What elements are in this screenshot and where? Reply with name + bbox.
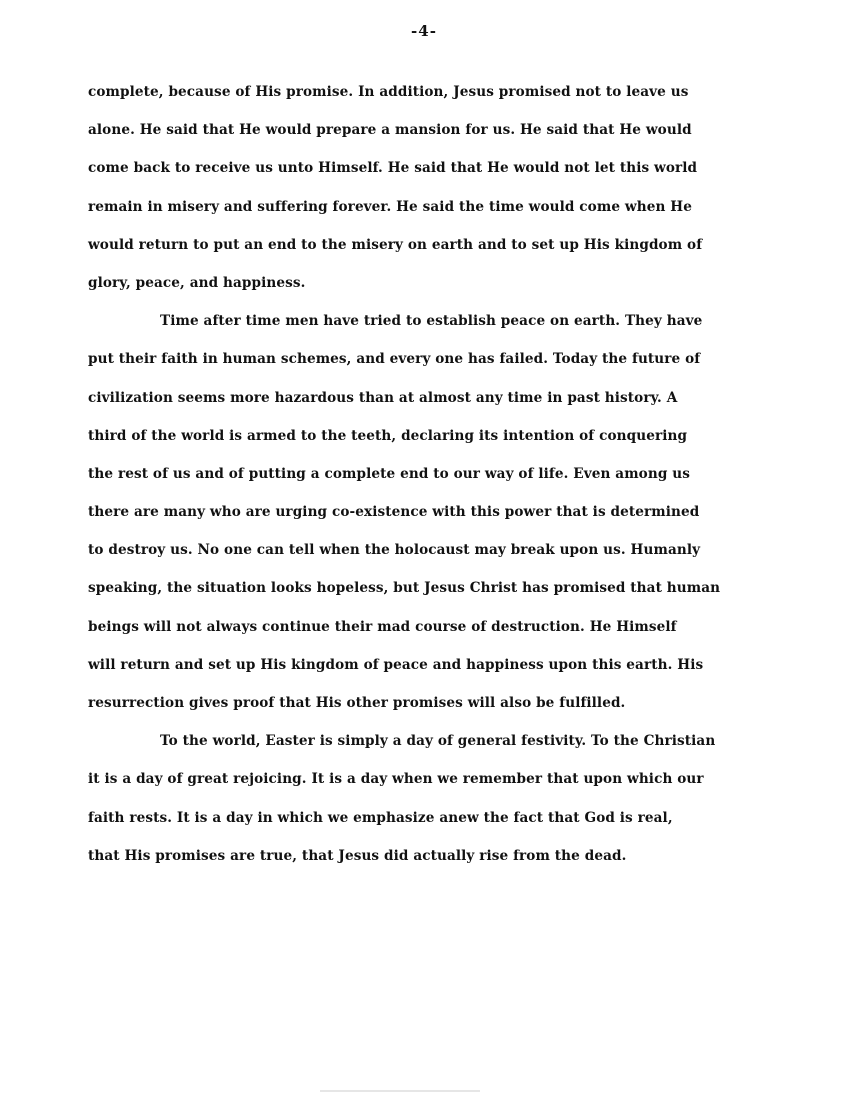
text-line: will return and set up His kingdom of peace and happiness upon this earth. His: [88, 656, 704, 673]
text-line: come back to receive us unto Himself. He said that He would not let this world: [88, 160, 698, 177]
text-line: put their faith in human schemes, and every one has failed. Today the future of: [88, 351, 701, 368]
text-line: beings will not always continue their mad course of destruction. He Himself: [88, 618, 677, 635]
text-line: glory, peace, and happiness.: [88, 274, 306, 291]
paragraph-first-line: To the world, Easter is simply a day of general festivity. To the Christian: [160, 733, 716, 750]
text-line: alone. He said that He would prepare a mansion for us. He said that He would: [88, 122, 692, 139]
text-line: third of the world is armed to the teeth, declaring its intention of conquering: [88, 427, 688, 444]
text-line: there are many who are urging co-existence with this power that is determined: [88, 504, 700, 521]
document-body: [88, 73, 808, 875]
scan-artifact: [320, 1090, 480, 1092]
text-line: faith rests. It is a day in which we emphasize anew the fact that God is real,: [88, 809, 673, 826]
text-line: civilization seems more hazardous than at almost any time in past history. A: [88, 389, 678, 406]
paragraph-first-line: Time after time men have tried to establish peace on earth. They have: [160, 313, 703, 330]
text-line: would return to put an end to the misery on earth and to set up His kingdom of: [88, 236, 703, 253]
text-line: the rest of us and of putting a complete end to our way of life. Even among us: [88, 465, 691, 482]
text-line: complete, because of His promise. In addition, Jesus promised not to leave us: [88, 84, 689, 100]
text-line: remain in misery and suffering forever. He said the time would come when He: [88, 198, 692, 215]
text-line: speaking, the situation looks hopeless, but Jesus Christ has promised that human: [88, 580, 721, 597]
text-line: to destroy us. No one can tell when the holocaust may break upon us. Humanly: [88, 542, 701, 559]
text-line: that His promises are true, that Jesus did actually rise from the dead.: [88, 847, 627, 864]
text-line: it is a day of great rejoicing. It is a day when we remember that upon which our: [88, 771, 704, 788]
page-number: -4-: [411, 22, 437, 40]
text-line: resurrection gives proof that His other promises will also be fulfilled.: [88, 695, 626, 711]
